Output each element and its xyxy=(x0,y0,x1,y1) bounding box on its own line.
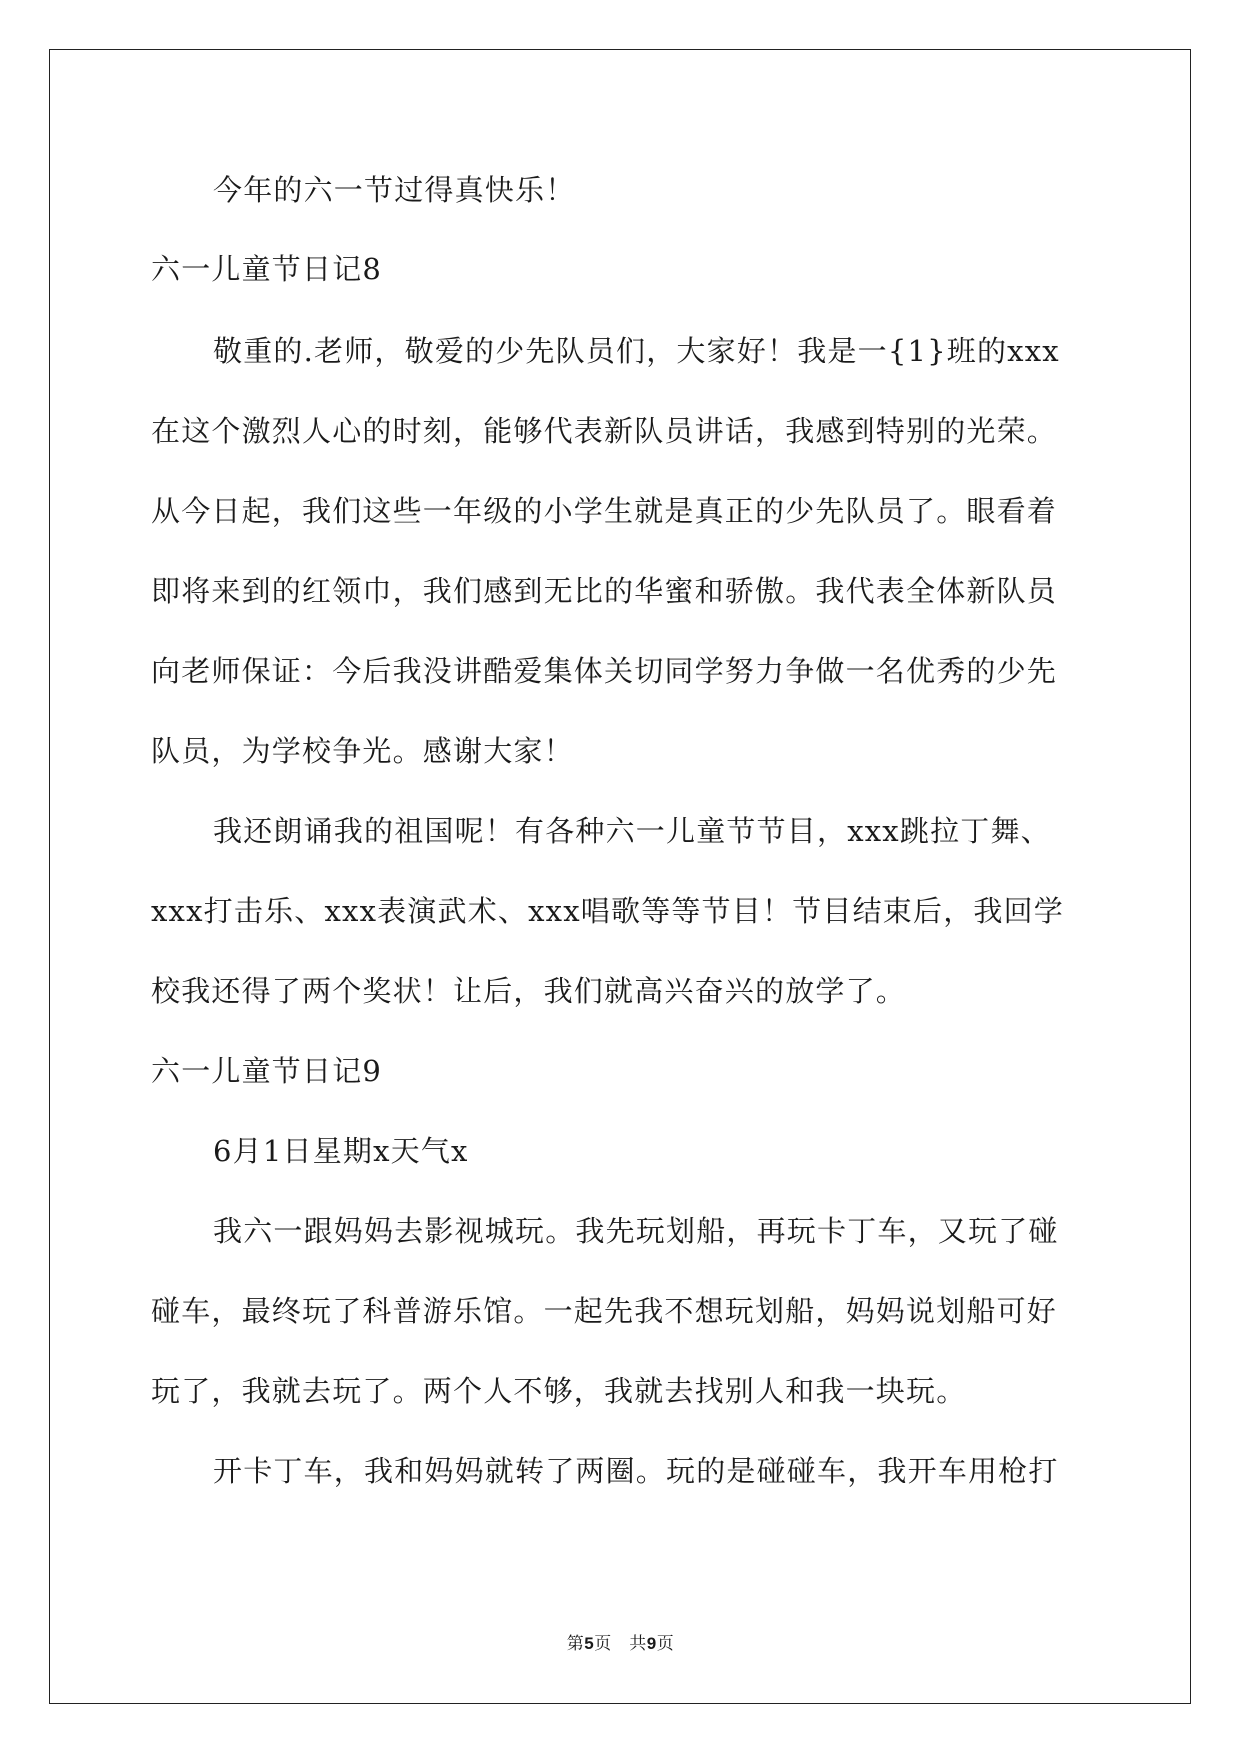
paragraph-line: 我六一跟妈妈去影视城玩。我先玩划船，再玩卡丁车，又玩了碰 xyxy=(213,1214,1059,1248)
total-page-number: 9 xyxy=(646,1634,657,1653)
paragraph-line: 从今日起，我们这些一年级的小学生就是真正的少先队员了。眼看着 xyxy=(151,494,1058,528)
paragraph-line: 我还朗诵我的祖国呢！有各种六一儿童节节目，xxx跳拉丁舞、 xyxy=(213,814,1051,848)
paragraph-line: 玩了，我就去玩了。两个人不够，我就去找别人和我一块玩。 xyxy=(151,1374,967,1408)
date-line: 6月1日星期x天气x xyxy=(213,1134,469,1168)
paragraph-line: xxx打击乐、xxx表演武术、xxx唱歌等等节目！节目结束后，我回学 xyxy=(151,894,1064,928)
paragraph-line: 敬重的.老师，敬爱的少先队员们，大家好！我是一{1}班的xxx xyxy=(213,334,1060,368)
footer-prefix: 第 xyxy=(566,1634,585,1654)
footer-suffix: 页 xyxy=(656,1634,675,1654)
page-number-footer xyxy=(0,1634,1241,1654)
paragraph-line: 开卡丁车，我和妈妈就转了两圈。玩的是碰碰车，我开车用枪打 xyxy=(213,1454,1059,1488)
paragraph-line: 碰车，最终玩了科普游乐馆。一起先我不想玩划船，妈妈说划船可好 xyxy=(151,1294,1058,1328)
section-heading: 六一儿童节日记9 xyxy=(151,1054,383,1088)
paragraph-line: 校我还得了两个奖状！让后，我们就高兴奋兴的放学了。 xyxy=(151,974,907,1008)
paragraph-line: 在这个激烈人心的时刻，能够代表新队员讲话，我感到特别的光荣。 xyxy=(151,414,1058,448)
current-page-number: 5 xyxy=(584,1634,595,1653)
paragraph-line: 队员，为学校争光。感谢大家！ xyxy=(151,734,574,768)
paragraph-line: 即将来到的红领巾，我们感到无比的华蜜和骄傲。我代表全体新队员 xyxy=(151,574,1058,608)
paragraph-line: 向老师保证：今后我没讲酷爱集体关切同学努力争做一名优秀的少先 xyxy=(151,654,1058,688)
footer-middle: 页 共 xyxy=(594,1634,647,1654)
paragraph-line: 今年的六一节过得真快乐！ xyxy=(213,173,576,207)
section-heading: 六一儿童节日记8 xyxy=(151,252,383,286)
